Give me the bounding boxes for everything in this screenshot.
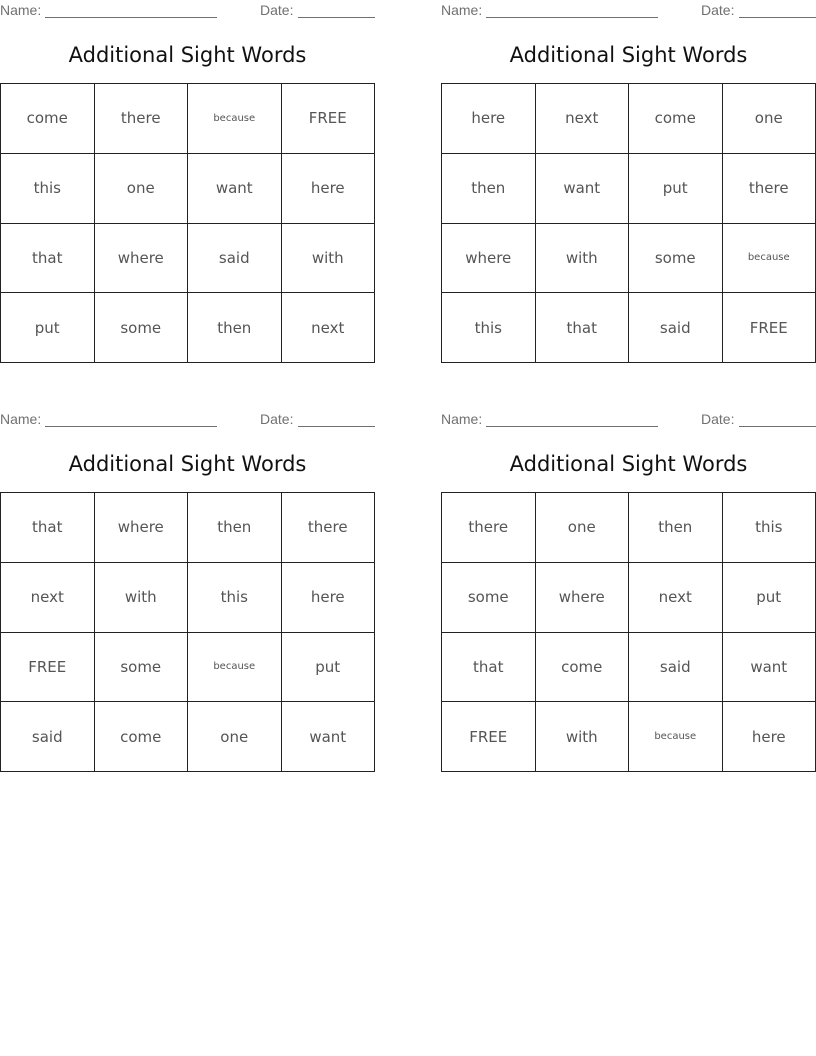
date-label: Date: bbox=[260, 2, 294, 18]
grid-cell: put bbox=[723, 563, 816, 633]
grid-cell: then bbox=[188, 293, 282, 363]
grid-cell: where bbox=[536, 563, 630, 633]
grid-cell: with bbox=[536, 224, 630, 294]
grid-cell: some bbox=[442, 563, 536, 633]
grid-cell: there bbox=[442, 493, 536, 563]
grid-cell: some bbox=[95, 633, 189, 703]
grid-cell: that bbox=[1, 493, 95, 563]
card-title: Additional Sight Words bbox=[68, 43, 307, 67]
grid-cell: here bbox=[282, 154, 376, 224]
grid-cell: want bbox=[723, 633, 816, 703]
date-blank bbox=[739, 426, 816, 427]
name-blank bbox=[45, 426, 217, 427]
card-title: Additional Sight Words bbox=[68, 452, 307, 476]
grid-cell: with bbox=[95, 563, 189, 633]
grid-cell: there bbox=[282, 493, 376, 563]
card-header bbox=[0, 2, 375, 20]
word-grid bbox=[0, 492, 375, 772]
date-blank bbox=[298, 426, 375, 427]
date-label: Date: bbox=[701, 411, 735, 427]
grid-cell: because bbox=[723, 224, 816, 294]
grid-cell: next bbox=[536, 84, 630, 154]
grid-cell: FREE bbox=[442, 702, 536, 772]
grid-cell: then bbox=[188, 493, 282, 563]
grid-cell: this bbox=[188, 563, 282, 633]
grid-cell: this bbox=[442, 293, 536, 363]
grid-cell: there bbox=[723, 154, 816, 224]
grid-cell: come bbox=[1, 84, 95, 154]
grid-cell: want bbox=[188, 154, 282, 224]
date-label: Date: bbox=[260, 411, 294, 427]
grid-cell: where bbox=[95, 493, 189, 563]
grid-cell: where bbox=[95, 224, 189, 294]
card-header bbox=[441, 2, 816, 20]
name-label: Name: bbox=[441, 2, 483, 18]
grid-cell: come bbox=[629, 84, 723, 154]
grid-cell: then bbox=[629, 493, 723, 563]
word-grid bbox=[0, 83, 375, 363]
card-title: Additional Sight Words bbox=[509, 452, 748, 476]
grid-cell: because bbox=[629, 702, 723, 772]
name-blank bbox=[486, 17, 658, 18]
grid-cell: next bbox=[1, 563, 95, 633]
grid-cell: next bbox=[282, 293, 376, 363]
grid-cell: one bbox=[723, 84, 816, 154]
grid-cell: this bbox=[723, 493, 816, 563]
grid-cell: where bbox=[442, 224, 536, 294]
grid-cell: here bbox=[282, 563, 376, 633]
grid-cell: that bbox=[536, 293, 630, 363]
grid-cell: one bbox=[95, 154, 189, 224]
bingo-card-2 bbox=[441, 0, 816, 380]
name-label: Name: bbox=[0, 411, 42, 427]
grid-cell: with bbox=[536, 702, 630, 772]
date-label: Date: bbox=[701, 2, 735, 18]
name-label: Name: bbox=[441, 411, 483, 427]
grid-cell: want bbox=[536, 154, 630, 224]
word-grid bbox=[441, 492, 816, 772]
bingo-card-1 bbox=[0, 0, 375, 380]
grid-cell: want bbox=[282, 702, 376, 772]
bingo-card-3 bbox=[0, 409, 375, 789]
grid-cell: then bbox=[442, 154, 536, 224]
card-title: Additional Sight Words bbox=[509, 43, 748, 67]
grid-cell: that bbox=[442, 633, 536, 703]
grid-cell: because bbox=[188, 633, 282, 703]
grid-cell: said bbox=[1, 702, 95, 772]
grid-cell: this bbox=[1, 154, 95, 224]
grid-cell: here bbox=[442, 84, 536, 154]
name-blank bbox=[486, 426, 658, 427]
grid-cell: next bbox=[629, 563, 723, 633]
grid-cell: said bbox=[629, 293, 723, 363]
date-blank bbox=[298, 17, 375, 18]
grid-cell: put bbox=[1, 293, 95, 363]
grid-cell: with bbox=[282, 224, 376, 294]
grid-cell: FREE bbox=[282, 84, 376, 154]
name-blank bbox=[45, 17, 217, 18]
grid-cell: put bbox=[282, 633, 376, 703]
grid-cell: some bbox=[629, 224, 723, 294]
grid-cell: FREE bbox=[723, 293, 816, 363]
grid-cell: there bbox=[95, 84, 189, 154]
grid-cell: come bbox=[536, 633, 630, 703]
grid-cell: said bbox=[629, 633, 723, 703]
grid-cell: one bbox=[536, 493, 630, 563]
grid-cell: FREE bbox=[1, 633, 95, 703]
grid-cell: come bbox=[95, 702, 189, 772]
card-header bbox=[441, 411, 816, 429]
grid-cell: because bbox=[188, 84, 282, 154]
name-label: Name: bbox=[0, 2, 42, 18]
grid-cell: one bbox=[188, 702, 282, 772]
date-blank bbox=[739, 17, 816, 18]
grid-cell: some bbox=[95, 293, 189, 363]
word-grid bbox=[441, 83, 816, 363]
grid-cell: put bbox=[629, 154, 723, 224]
grid-cell: here bbox=[723, 702, 816, 772]
bingo-card-4 bbox=[441, 409, 816, 789]
grid-cell: that bbox=[1, 224, 95, 294]
grid-cell: said bbox=[188, 224, 282, 294]
card-header bbox=[0, 411, 375, 429]
